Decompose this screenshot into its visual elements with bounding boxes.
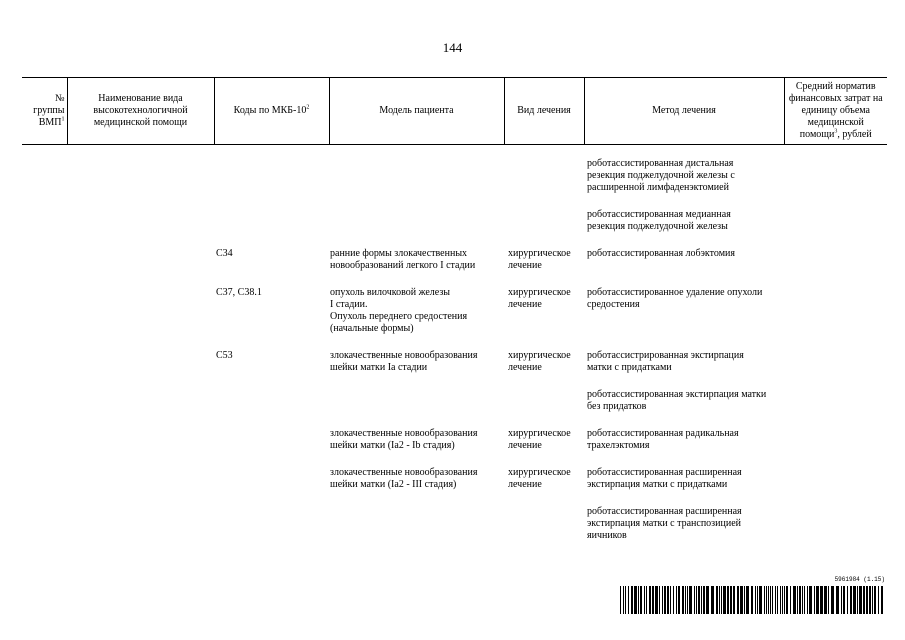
method-text: роботассистированная радикальная трахелэктомия — [587, 428, 739, 451]
icd-code: C37, C38.1 — [216, 287, 262, 298]
patient-model: злокачественные новообразования шейки матки (Ia2 - Ib стадия) — [330, 428, 478, 451]
patient-model: злокачественные новообразования шейки матки (Ia2 - III стадия) — [330, 467, 478, 490]
treatment-type: хирургическое лечение — [508, 287, 571, 310]
patient-model: опухоль вилочковой железы I стадии. Опухоль переднего средостения (начальные формы) — [330, 287, 468, 334]
method-text: роботассистированная расширенная экстирпация матки с транспозицией яичников — [587, 506, 742, 541]
method-text: роботассистрированная экстирпация матки с придатками — [587, 350, 744, 373]
barcode-label: 5961984 (1.15) — [834, 576, 885, 583]
icd-code: C53 — [216, 350, 233, 361]
header-cost-norm: Средний норматив финансовых затрат на единицу объема медицинской помощи$^3$, рублей — [784, 78, 887, 145]
barcode — [620, 576, 885, 616]
method-text: роботассистированная дистальная резекция поджелудочной железы с расширенной лимфаденэктомией — [587, 158, 735, 193]
treatment-type: хирургическое лечение — [508, 248, 571, 271]
barcode-bars — [620, 586, 885, 614]
page-number: 144 — [442, 40, 463, 55]
method-text: роботассистированное удаление опухоли средостения — [587, 287, 763, 310]
patient-model: злокачественные новообразования шейки матки Ia стадии — [330, 350, 478, 373]
treatment-type: хирургическое лечение — [508, 350, 571, 373]
header-patient-model: Модель пациента — [329, 78, 504, 145]
method-text: роботассистированная расширенная экстирпация матки с придатками — [587, 467, 742, 490]
header-care-type: Наименование вида высокотехнологичной медицинской помощи — [67, 78, 214, 145]
patient-model: ранние формы злокачественных новообразований легкого I стадии — [330, 248, 476, 271]
treatment-type: хирургическое лечение — [508, 467, 571, 490]
header-group-number: № группы ВМП$^1$ — [22, 78, 67, 145]
method-text: роботассистированная медианная резекция поджелудочной железы — [587, 209, 731, 232]
table-header — [22, 77, 887, 145]
method-text: роботассистированная лобэктомия — [587, 248, 735, 259]
header-treatment-method: Метод лечения — [584, 78, 784, 145]
header-icd-codes: Коды по МКБ-$10^2$ — [214, 78, 329, 145]
method-text: роботассистированная экстирпация матки без придатков — [587, 389, 767, 412]
icd-code: C34 — [216, 248, 233, 259]
header-treatment-type: Вид лечения — [504, 78, 584, 145]
treatment-type: хирургическое лечение — [508, 428, 571, 451]
